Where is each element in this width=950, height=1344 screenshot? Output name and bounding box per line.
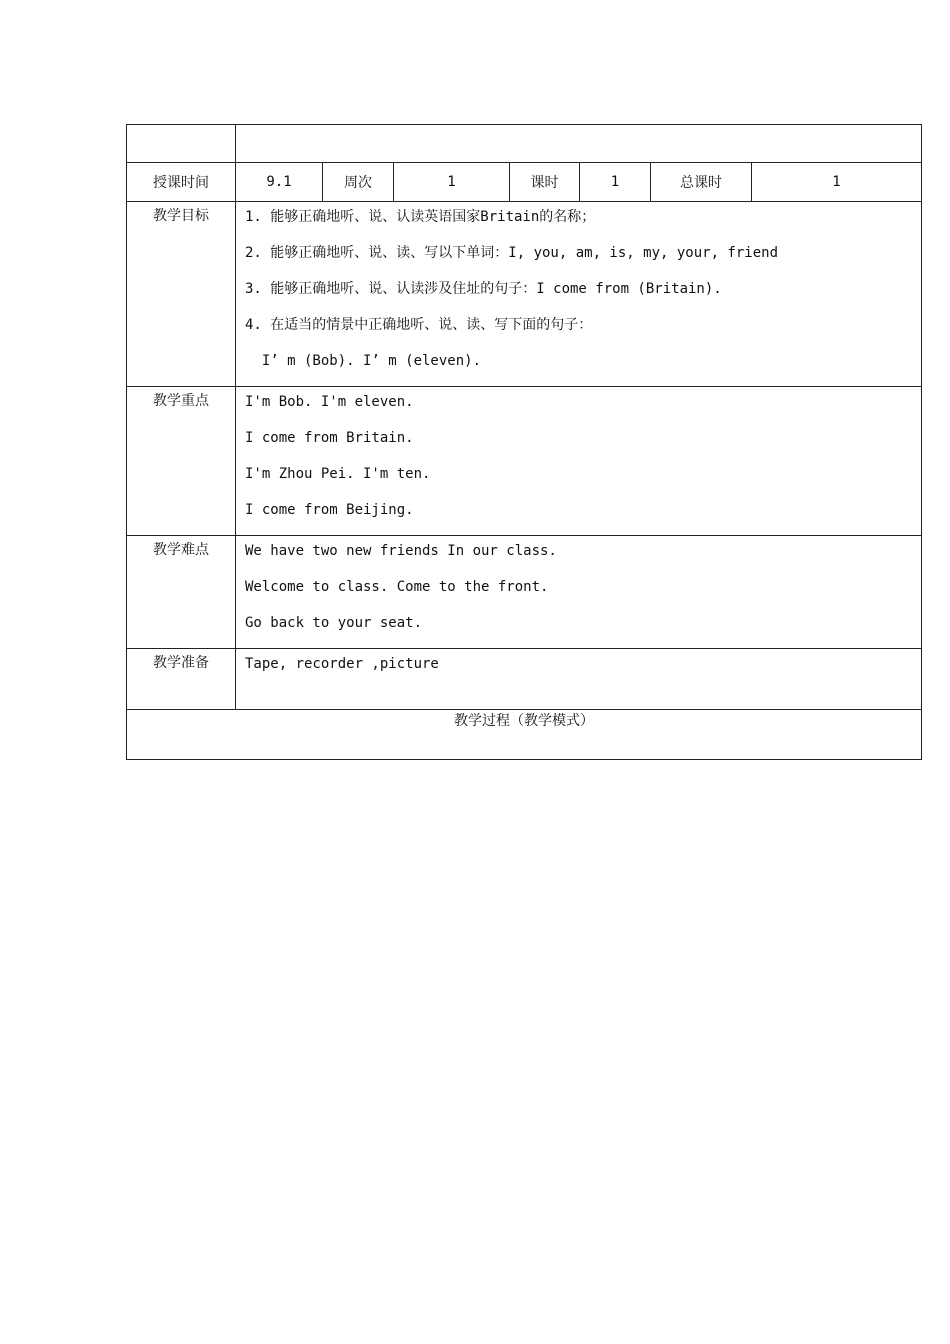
objective-item: 4. 在适当的情景中正确地听、说、读、写下面的句子：: [245, 317, 593, 333]
difficulty-item: Welcome to class. Come to the front.: [245, 579, 549, 595]
objectives-row: [127, 202, 922, 387]
process-row: [127, 710, 922, 760]
key-point-item: I come from Britain.: [245, 430, 414, 446]
difficulties-row: [127, 536, 922, 649]
preparation-item: Tape, recorder ,picture: [245, 656, 439, 672]
period-value: 1: [580, 163, 651, 202]
preparation-row: [127, 649, 922, 710]
period-label: 课时: [510, 163, 580, 202]
teaching-process-title: 教学过程（教学模式）: [127, 710, 922, 760]
blank-label-cell: [127, 125, 236, 163]
difficulties-label: 教学难点: [127, 536, 236, 649]
difficulties-content: [236, 536, 922, 649]
week-value: 1: [394, 163, 510, 202]
key-points-row: [127, 387, 922, 536]
key-points-content: [236, 387, 922, 536]
objectives-content: [236, 202, 922, 387]
key-point-item: I'm Bob. I'm eleven.: [245, 394, 414, 410]
difficulty-item: We have two new friends In our class.: [245, 543, 557, 559]
class-time-value: 9.1: [236, 163, 323, 202]
blank-content-cell: [236, 125, 922, 163]
lesson-plan-table: [126, 124, 922, 760]
difficulty-item: Go back to your seat.: [245, 615, 423, 631]
objective-item: 3. 能够正确地听、说、认读涉及住址的句子：I come from (Britain).: [245, 281, 722, 297]
objective-item: 2. 能够正确地听、说、读、写以下单词：I, you, am, is, my, your, friend: [245, 245, 779, 261]
objective-item: 1. 能够正确地听、说、认读英语国家Britain的名称；: [245, 209, 596, 225]
blank-row: [127, 125, 922, 163]
class-time-label: 授课时间: [127, 163, 236, 202]
key-point-item: I come from Beijing.: [245, 502, 414, 518]
schedule-row: [127, 163, 922, 202]
key-points-label: 教学重点: [127, 387, 236, 536]
week-label: 周次: [323, 163, 394, 202]
total-periods-label: 总课时: [651, 163, 752, 202]
total-periods-value: 1: [752, 163, 922, 202]
preparation-label: 教学准备: [127, 649, 236, 710]
preparation-content: [236, 649, 922, 710]
objectives-label: 教学目标: [127, 202, 236, 387]
key-point-item: I'm Zhou Pei. I'm ten.: [245, 466, 431, 482]
objective-item: I’ m (Bob). I’ m (eleven).: [245, 353, 482, 369]
